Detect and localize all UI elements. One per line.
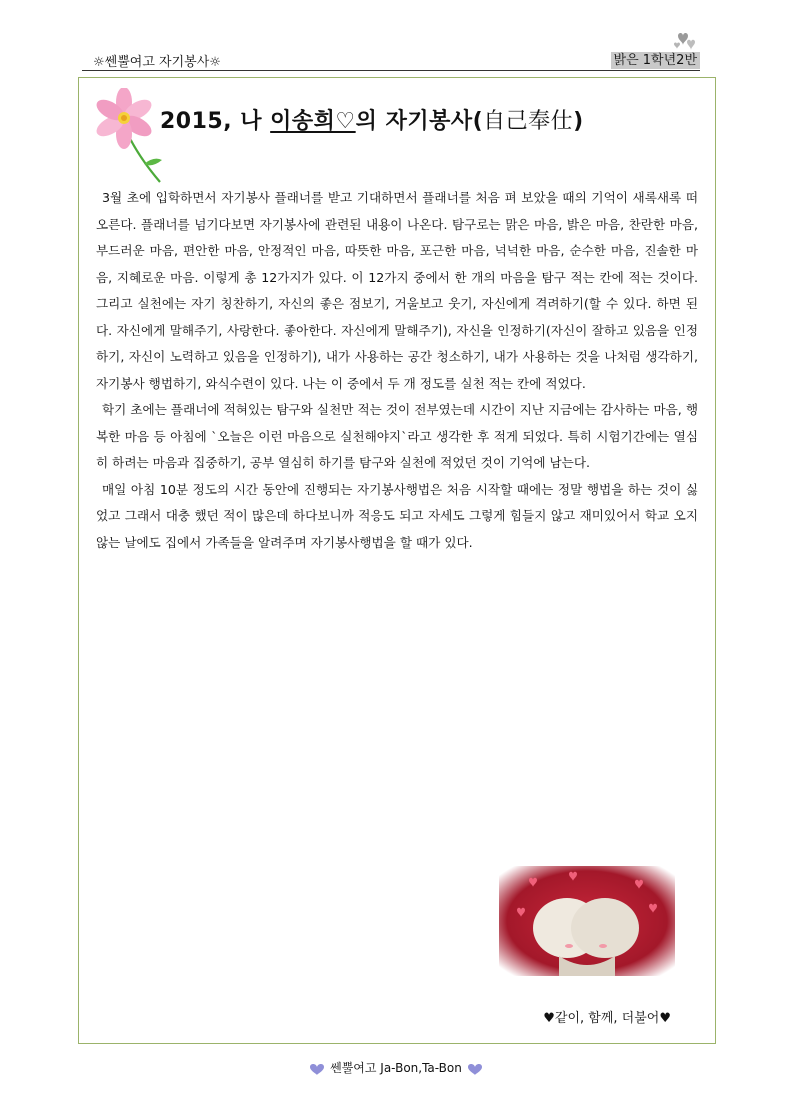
gray-hearts-icon [670,30,700,54]
hugging-figures-picture [499,866,675,976]
paragraph-2: 학기 초에는 플래너에 적혀있는 탐구와 실천만 적는 것이 전부였는데 시간이 지난 지금에는 감사하는 마음, 행복한 마음 등 아침에 `오늘은 이런 마음으로 실천해야지`라고 생각한 후 적게 되었다. 특히 시험기간에는 열심히 하려는 마음과 집중하기, 공부 열심히 하기를 탐구와 실천에 적었던 것이 기억에 남는다. [96,402,698,470]
footer-heart-icon [308,1062,326,1076]
footer [0,1059,792,1076]
title-suffix: ) [573,109,584,134]
title-middle: 의 자기봉사( [355,109,484,134]
title-hanja: 自己奉仕 [483,109,574,134]
footer-heart-icon-right [466,1062,484,1076]
header-class-badge: 밝은 1학년2반 [611,52,700,69]
cosmos-flower-icon [92,88,170,186]
paragraph-3: 매일 아침 10분 정도의 시간 동안에 진행되는 자기봉사행법은 처음 시작할 때에는 정말 행법을 하는 것이 싫었고 그래서 대충 했던 적이 많은데 하다보니까 적응도 되고 자세도 그렇게 힘들지 않고 재미있어서 학교 오지 않는 날에도 집에서 가족들을 알려주며 자기봉사행법을 할 때가 있다. [96,481,698,550]
slogan-text: ♥같이, 함께, 더불어♥ [543,1011,671,1026]
title-prefix: 2015, 나 [160,109,271,134]
header-school-label: ☼쎈뿔여고 자기봉사☼ [93,55,221,70]
header-divider [82,70,700,71]
title-name: 이송희♡ [270,109,356,134]
essay-body [96,185,698,556]
page-title [160,104,584,135]
footer-text: 쎈뿔여고 Ja-Bon,Ta-Bon [330,1061,462,1075]
paragraph-1: 3월 초에 입학하면서 자기봉사 플래너를 받고 기대하면서 플래너를 처음 펴 보았을 때의 기억이 새록새록 떠오른다. 플래너를 넘기다보면 자기봉사에 관련된 내용이 나온다. 탐구로는 맑은 마음, 밝은 마음, 찬란한 마음, 부드러운 마음, 편안한 마음, 안정적인 마음, 따뜻한 마음, 포근한 마음, 넉넉한 마음, 순수한 마음, 진솔한 마음, 지혜로운 마음. 이렇게 총 12가지가 있다. 이 12가지 중에서 한 개의 마음을 탐구 적는 칸에 적는 것이다. 그리고 실천에는 자기 칭찬하기, 자신의 좋은 점보기, 거울보고 웃기, 자신에게 격려하기(할 수 있다. 하면 된다. 자신에게 말해주기, 사랑한다. 좋아한다. 자신에게 말해주기), 자신을 인정하기(자신이 잘하고 있음을 인정하기, 자신이 노력하고 있음을 인정하기), 내가 사용하는 공간 청소하기, 내가 사용하는 것을 나처럼 생각하기, 자기봉사 행법하기, 와식수련이 있다. 나는 이 중에서 두 개 정도를 실천 적는 칸에 적었다. [96,190,698,391]
